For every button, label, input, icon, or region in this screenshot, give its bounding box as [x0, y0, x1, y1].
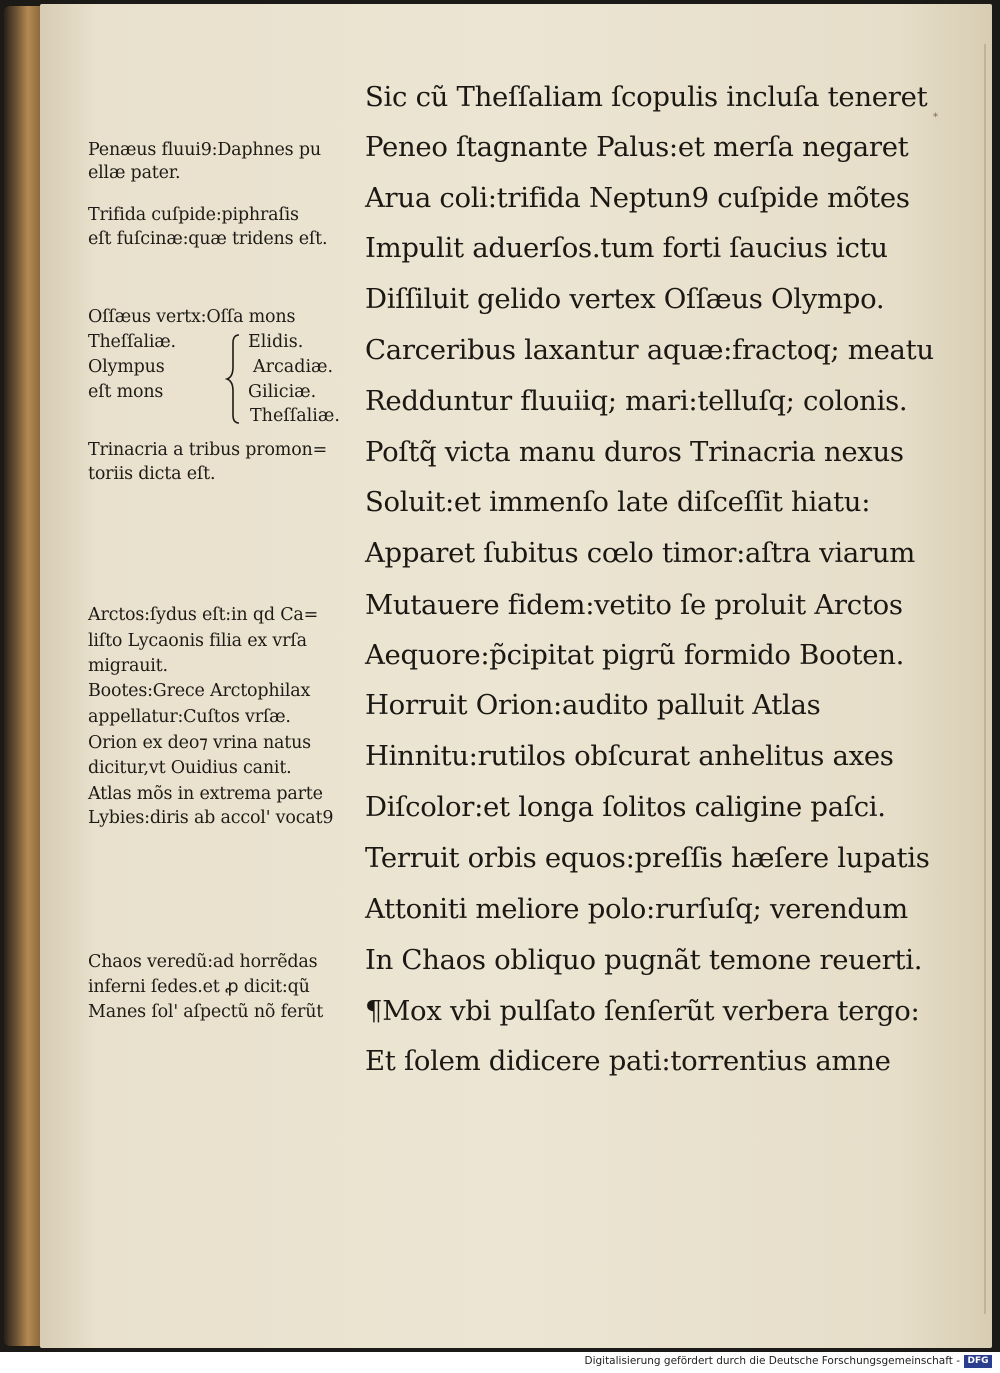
gloss-arctos-3: migrauit.	[88, 656, 168, 676]
main-line-14: Hinnitu:rutilos obſcurat anhelitus axes	[365, 740, 894, 772]
main-line-20: Et ſolem didicere pati:torrentius amne	[365, 1045, 891, 1077]
dfg-logo: DFG	[964, 1355, 992, 1368]
brace-icon	[225, 333, 245, 425]
gloss-atlas-1: Atlas mõs in extrema parte	[88, 784, 323, 804]
gloss-arctos-2: liſto Lycaonis filia ex vrſa	[88, 631, 307, 651]
gloss-ossaeus-right-4: Theſſaliæ.	[250, 406, 340, 426]
gloss-arctos-1: Arctos:ſydus eſt:in qd Ca=	[88, 605, 319, 625]
gloss-ossaeus-left-1: Theſſaliæ.	[88, 332, 176, 352]
gloss-trifida-2: eſt fuſcinæ:quæ tridens eſt.	[88, 229, 328, 249]
gloss-peneus-2: ellæ pater.	[88, 163, 181, 183]
main-line-1: Sic cũ Theſſaliam ſcopulis incluſa teneret	[365, 81, 928, 113]
gloss-orion-2: dicitur,vt Ouidius canit.	[88, 758, 292, 778]
gloss-trifida-1: Trifida cuſpide:piphraſis	[88, 205, 299, 225]
main-line-8: Poſtq̃ victa manu duros Trinacria nexus	[365, 436, 904, 468]
gloss-orion-1: Orion ex deo⁊ vrina natus	[88, 733, 311, 753]
main-line-3: Arua coli:trifida Neptun9 cuſpide mõtes	[365, 182, 910, 214]
gloss-bootes-2: appellatur:Cuſtos vrſæ.	[88, 707, 291, 727]
main-line-13: Horruit Orion:audito palluit Atlas	[365, 689, 821, 721]
gloss-ossaeus-left-2: Olympus	[88, 357, 165, 377]
main-line-16: Terruit orbis equos:preſſis hæſere lupatis	[365, 842, 930, 874]
gloss-ossaeus-right-3: Giliciæ.	[248, 382, 317, 402]
main-line-5: Diſſiluit gelido vertex Oſſæus Olympo.	[365, 283, 885, 315]
main-line-7: Redduntur fluuiiq; mari:telluſq; colonis.	[365, 385, 908, 417]
gloss-peneus-1: Penæus fluui9:Daphnes pu	[88, 140, 321, 160]
main-line-19: ¶Mox vbi pulſato ſenſerũt verbera tergo:	[365, 995, 920, 1027]
main-line-10: Apparet ſubitus cœlo timor:aſtra viarum	[365, 537, 916, 569]
page-mark: *	[933, 112, 938, 123]
gloss-chaos-2: inferni ſedes.et ꝓ dicit:qũ	[88, 977, 310, 997]
main-line-4: Impulit aduerſos.tum forti ſaucius ictu	[365, 232, 888, 264]
gloss-ossaeus-right-2: Arcadiæ.	[253, 357, 334, 377]
main-line-18: In Chaos obliquo pugnãt temone reuerti.	[365, 944, 923, 976]
gloss-chaos-1: Chaos veredũ:ad horrẽdas	[88, 952, 318, 972]
main-line-12: Aequore:p̃cipitat pigrũ formido Booten.	[365, 639, 905, 671]
gloss-atlas-2: Lybies:diris ab accol' vocat9	[88, 808, 334, 828]
gloss-ossaeus-right-1: Elidis.	[248, 332, 304, 352]
gloss-trinacria-2: toriis dicta eſt.	[88, 464, 216, 484]
main-line-11: Mutauere fidem:vetito ſe proluit Arctos	[365, 589, 903, 621]
main-line-15: Diſcolor:et longa ſolitos caligine paſci.	[365, 791, 886, 823]
main-line-2: Peneo ſtagnante Palus:et merſa negaret	[365, 131, 909, 163]
main-line-17: Attoniti meliore polo:rurſuſq; verendum	[365, 893, 908, 925]
main-line-9: Soluit:et immenſo late diſceſſit hiatu:	[365, 486, 871, 518]
main-line-6: Carceribus laxantur aquæ:fractoq; meatu	[365, 334, 934, 366]
gloss-ossaeus-left-3: eſt mons	[88, 382, 164, 402]
gloss-ossaeus-head: Oſſæus vertx:Oſſa mons	[88, 307, 296, 327]
gloss-bootes-1: Bootes:Grece Arctophilax	[88, 681, 311, 701]
footer-attribution: Digitalisierung gefördert durch die Deutsche Forschungsgemeinschaft -	[584, 1355, 960, 1367]
gloss-trinacria-1: Trinacria a tribus promon=	[88, 440, 328, 460]
gloss-chaos-3: Manes ſol' aſpectũ nõ ferũt	[88, 1002, 324, 1022]
